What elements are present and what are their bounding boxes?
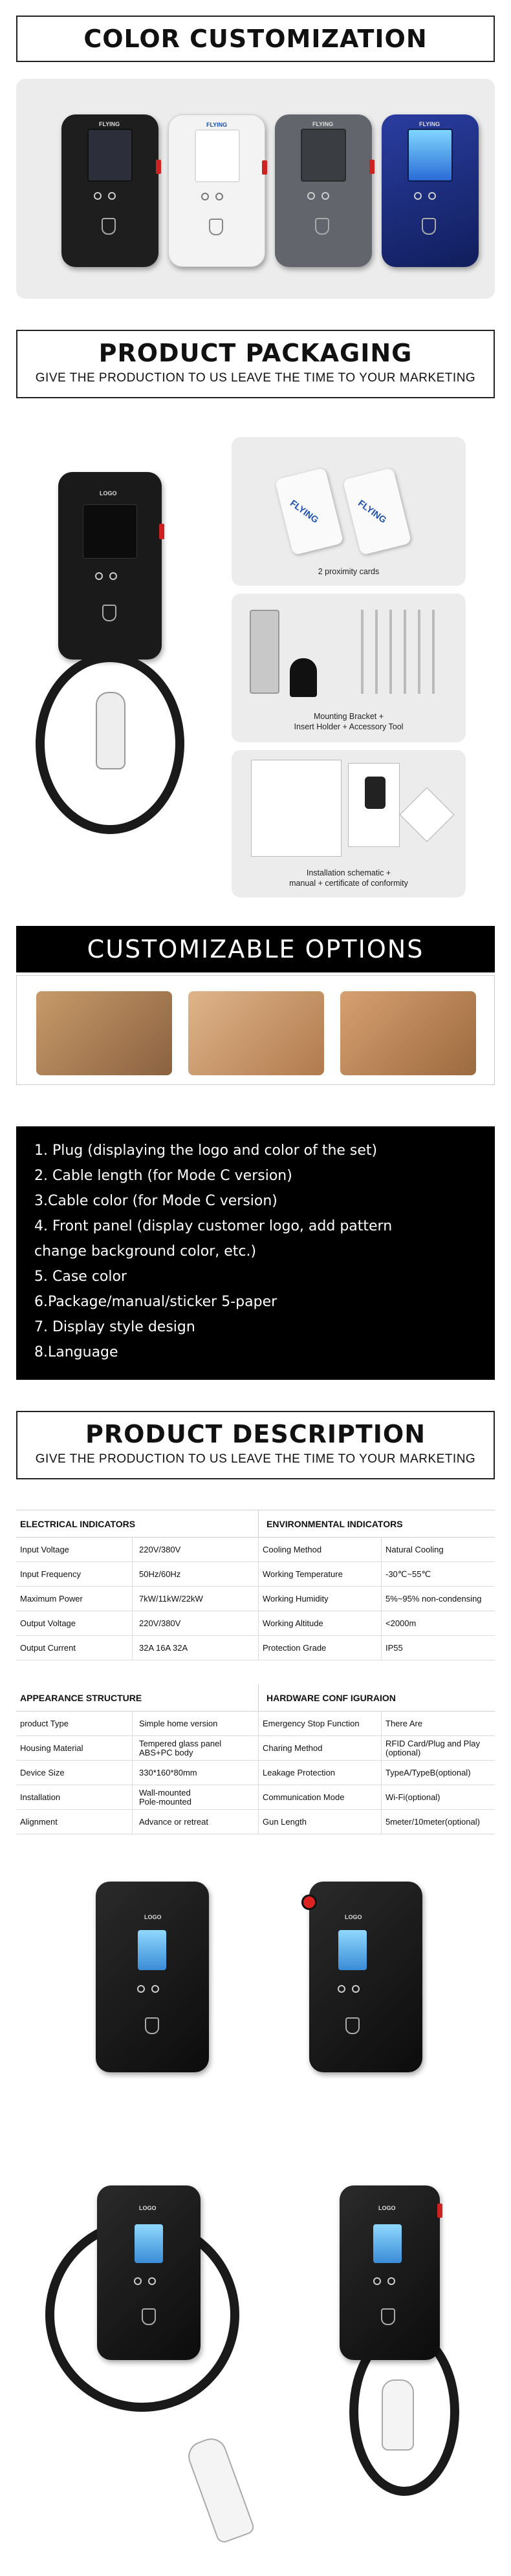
charger-variant-black (61, 114, 158, 267)
certificate-tag (400, 788, 455, 843)
spec-label: Installation (16, 1785, 133, 1809)
spec-row (16, 1611, 495, 1636)
option-item: 4. Front panel (display customer logo, add pattern (34, 1218, 393, 1234)
rfid-icon (102, 218, 116, 235)
rfid-card (275, 467, 344, 555)
branded-box-photo (188, 991, 324, 1075)
spec-value: 5%~95% non-condensing (386, 1593, 482, 1604)
manual-booklet (348, 763, 400, 847)
spec-label: Protection Grade (259, 1636, 382, 1660)
spec-label: Input Frequency (16, 1562, 133, 1586)
documentation-panel (232, 750, 466, 897)
spec-row (16, 1712, 495, 1736)
emergency-button (437, 2204, 442, 2218)
spec-value: Tempered glass panel ABS+PC body (133, 1736, 259, 1760)
spec-label: Charing Method (259, 1736, 382, 1760)
charger-screen (83, 504, 137, 559)
charger-screen (138, 1930, 166, 1970)
spec-value: Simple home version (133, 1712, 259, 1735)
spec-value: <2000m (386, 1618, 417, 1628)
spec-value: There Are (386, 1718, 423, 1728)
appearance-header: APPEARANCE STRUCTURE (16, 1684, 259, 1711)
option-item: 8.Language (34, 1344, 118, 1360)
charger-buttons (307, 192, 329, 200)
installation-schematic (251, 760, 342, 857)
spec-row (16, 1761, 495, 1785)
product-side-view (309, 1882, 422, 2072)
documentation-caption: Installation schematic + manual + certificate of conformity (289, 868, 408, 888)
spec-label: product Type (16, 1712, 133, 1735)
option-item: 3.Cable color (for Mode C version) (34, 1193, 277, 1209)
spec-value: RFID Card/Plug and Play (optional) (386, 1738, 480, 1757)
charger-screen (373, 2224, 402, 2263)
spec-value: 7kW/11kW/22kW (133, 1587, 259, 1611)
charging-gun (96, 692, 125, 769)
electrical-header: ELECTRICAL INDICATORS (16, 1510, 259, 1537)
spec-table-electrical (16, 1510, 495, 1660)
option-item: 2. Cable length (for Mode C version) (34, 1168, 292, 1184)
spec-label: Cooling Method (259, 1538, 382, 1562)
charger-buttons (95, 572, 117, 580)
spec-value: 220V/380V (133, 1538, 259, 1562)
emergency-button (159, 524, 164, 539)
card-brand: FLYING (356, 497, 389, 525)
spec-row (16, 1810, 495, 1834)
packed-charger-photo (36, 991, 172, 1075)
spec-label: Input Voltage (16, 1538, 133, 1562)
charger-screen (87, 129, 133, 182)
charger-buttons (373, 2277, 395, 2285)
cards-caption: 2 proximity cards (318, 567, 380, 576)
charger-screen (408, 129, 453, 182)
spec-header (16, 1684, 495, 1712)
charger-brand: FLYING (99, 121, 120, 127)
rfid-card (343, 467, 412, 555)
spec-label: Gun Length (259, 1810, 382, 1834)
charger-variant-white (168, 114, 265, 267)
product-front-view (96, 1882, 209, 2072)
spec-label: Working Temperature (259, 1562, 382, 1586)
charger-screen (301, 129, 346, 182)
spec-header (16, 1510, 495, 1538)
emergency-button (301, 1894, 317, 1910)
mounting-bracket-panel (232, 594, 466, 742)
color-title-box (16, 16, 495, 62)
spec-row (16, 1538, 495, 1562)
spec-value: Wall-mounted Pole-mounted (133, 1785, 259, 1809)
rfid-icon (315, 218, 329, 235)
environmental-header: ENVIRONMENTAL INDICATORS (266, 1518, 403, 1529)
spec-label: Working Altitude (259, 1611, 382, 1635)
packaging-main-charger (58, 472, 162, 660)
charger-screen (195, 129, 240, 182)
charger-buttons (137, 1985, 159, 1993)
screws-set (361, 610, 445, 694)
charger-buttons (414, 192, 436, 200)
spec-value: -30℃~55℃ (386, 1569, 431, 1579)
packaging-title-box (16, 330, 495, 398)
options-photos-strip (16, 975, 495, 1085)
spec-label: Maximum Power (16, 1587, 133, 1611)
description-title-box (16, 1411, 495, 1479)
spec-value: IP55 (386, 1642, 403, 1653)
charger-buttons (134, 2277, 156, 2285)
charger-logo: LOGO (100, 490, 117, 497)
mounting-bracket (250, 610, 279, 694)
spec-label: Device Size (16, 1761, 133, 1785)
spec-value: 32A 16A 32A (133, 1636, 259, 1660)
product-with-cable-front (97, 2185, 201, 2360)
shipping-box-photo (340, 991, 476, 1075)
emergency-button (262, 160, 267, 175)
charger-variant-gray (275, 114, 372, 267)
bracket-caption: Mounting Bracket + Insert Holder + Accessory Tool (294, 712, 404, 731)
spec-label: Communication Mode (259, 1785, 382, 1809)
product-with-cable-side (340, 2185, 440, 2360)
spec-value: Natural Cooling (386, 1544, 444, 1554)
spec-value: 330*160*80mm (133, 1761, 259, 1785)
charging-gun (382, 2379, 414, 2451)
insert-holder (290, 658, 317, 697)
charger-logo: LOGO (139, 2205, 157, 2211)
rfid-icon (145, 2017, 159, 2034)
charger-logo: LOGO (378, 2205, 396, 2211)
description-title: PRODUCT DESCRIPTION (85, 1420, 426, 1448)
spec-row (16, 1736, 495, 1761)
option-item: 7. Display style design (34, 1319, 195, 1335)
spec-label: Working Humidity (259, 1587, 382, 1611)
spec-row (16, 1587, 495, 1611)
charger-brand: FLYING (206, 122, 228, 128)
color-title: COLOR CUSTOMIZATION (83, 25, 428, 53)
manual-charger-image (365, 777, 386, 809)
spec-value: Advance or retreat (133, 1810, 259, 1834)
charger-screen (135, 2224, 163, 2263)
packaging-subtitle: GIVE THE PRODUCTION TO US LEAVE THE TIME TO YOUR MARKETING (35, 371, 476, 385)
option-item: change background color, etc.) (34, 1243, 257, 1260)
charger-buttons (201, 193, 223, 200)
spec-label: Alignment (16, 1810, 133, 1834)
proximity-cards-panel (232, 437, 466, 586)
card-brand: FLYING (288, 497, 321, 525)
rfid-icon (102, 605, 116, 621)
charger-logo: LOGO (345, 1914, 362, 1920)
rfid-icon (345, 2017, 360, 2034)
rfid-icon (381, 2308, 395, 2325)
spec-row (16, 1562, 495, 1587)
charger-screen (338, 1930, 367, 1970)
charger-variant-blue (382, 114, 479, 267)
description-subtitle: GIVE THE PRODUCTION TO US LEAVE THE TIME TO YOUR MARKETING (35, 1452, 476, 1466)
option-item: 6.Package/manual/sticker 5-paper (34, 1294, 277, 1310)
emergency-button (369, 160, 375, 174)
options-list (16, 1126, 495, 1380)
option-item: 5. Case color (34, 1269, 127, 1285)
color-variants-panel (16, 79, 495, 299)
charger-logo: LOGO (144, 1914, 162, 1920)
spec-value: 5meter/10meter(optional) (386, 1816, 480, 1827)
spec-value: 50Hz/60Hz (133, 1562, 259, 1586)
charger-buttons (94, 192, 116, 200)
charger-buttons (338, 1985, 360, 1993)
hardware-header: HARDWARE CONF IGURAION (266, 1692, 396, 1703)
charger-brand: FLYING (419, 121, 440, 127)
spec-value: TypeA/TypeB(optional) (386, 1767, 471, 1777)
packaging-title: PRODUCT PACKAGING (98, 339, 413, 367)
spec-row (16, 1636, 495, 1660)
options-banner (16, 926, 495, 972)
spec-label: Housing Material (16, 1736, 133, 1760)
options-title: CUSTOMIZABLE OPTIONS (87, 935, 424, 963)
charging-gun (184, 2434, 256, 2545)
spec-label: Emergency Stop Function (259, 1712, 382, 1735)
spec-label: Output Voltage (16, 1611, 133, 1635)
option-item: 1. Plug (displaying the logo and color of the set) (34, 1143, 378, 1159)
rfid-icon (422, 218, 436, 235)
spec-row (16, 1785, 495, 1810)
emergency-button (156, 160, 161, 174)
charger-brand: FLYING (312, 121, 334, 127)
spec-label: Leakage Protection (259, 1761, 382, 1785)
spec-label: Output Current (16, 1636, 133, 1660)
spec-table-appearance (16, 1684, 495, 1834)
spec-value: 220V/380V (133, 1611, 259, 1635)
spec-value: Wi-Fi(optional) (386, 1792, 440, 1802)
rfid-icon (209, 219, 223, 235)
rfid-icon (142, 2308, 156, 2325)
